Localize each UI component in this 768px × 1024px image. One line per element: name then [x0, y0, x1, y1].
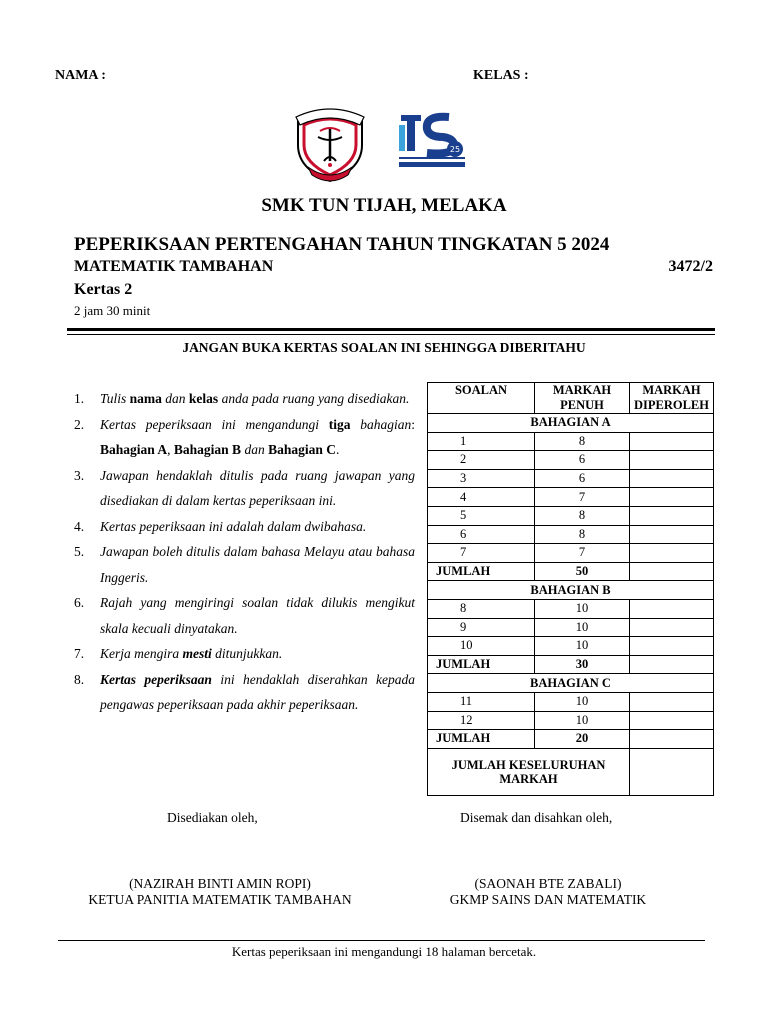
- instruction-fragment: Bahagian A: [100, 442, 168, 457]
- verified-by-name: (SAONAH BTE ZABALI): [474, 876, 622, 891]
- marks-obtained-cell: [629, 432, 713, 451]
- instruction-fragment: dan: [241, 442, 269, 457]
- marks-table-header-row: [428, 383, 714, 414]
- instruction-fragment: kelas: [188, 391, 219, 406]
- instruction-fragment: ini hendaklah diserahkan kepada pengawas peperiksaan pada akhir peperiksaan.: [100, 671, 415, 712]
- section-row: [428, 581, 714, 600]
- verified-by-label: Disemak dan disahkan oleh,: [460, 810, 613, 825]
- total-value: 30: [534, 655, 629, 674]
- nama-label: NAMA :: [55, 68, 106, 83]
- subject-code: 3472/2: [668, 258, 713, 275]
- grand-total-obtained-cell: [629, 748, 713, 795]
- table-row: [428, 599, 714, 618]
- instruction-number: 4.: [74, 518, 85, 534]
- school-crest-logo: [290, 103, 370, 183]
- marks-obtained-cell: [629, 618, 713, 637]
- table-row: [428, 525, 714, 544]
- instruction-text: [100, 667, 415, 718]
- marks-obtained-cell: [629, 692, 713, 711]
- column-header: SOALAN: [428, 383, 535, 414]
- ts25-programme-logo: [395, 105, 469, 177]
- full-marks: 6: [534, 469, 629, 488]
- question-number: 5: [428, 506, 535, 525]
- marks-obtained-cell: [629, 469, 713, 488]
- prepared-by-title: KETUA PANITIA MATEMATIK TAMBAHAN: [88, 892, 352, 907]
- instruction-fragment: Bahagian B: [173, 442, 242, 457]
- marks-obtained-cell: [629, 637, 713, 656]
- full-marks: 10: [534, 637, 629, 656]
- verified-by-block: [428, 876, 668, 908]
- instruction-fragment: Rajah yang mengiringi soalan tidak dilukis mengikut skala kecuali dinyatakan.: [100, 595, 415, 636]
- total-value: 20: [534, 730, 629, 749]
- total-label: JUMLAH: [428, 655, 535, 674]
- marks-obtained-cell: [629, 711, 713, 730]
- table-row: [428, 432, 714, 451]
- exam-duration: 2 jam 30 minit: [74, 303, 151, 318]
- instruction-fragment: dan: [161, 391, 189, 406]
- prepared-by-label: Disediakan oleh,: [167, 810, 258, 825]
- total-label: JUMLAH: [428, 562, 535, 581]
- question-number: 11: [428, 692, 535, 711]
- marks-obtained-cell: [629, 488, 713, 507]
- full-marks: 10: [534, 711, 629, 730]
- instruction-fragment: tiga: [328, 416, 351, 432]
- svg-text:25: 25: [449, 145, 461, 154]
- section-total-row: [428, 730, 714, 749]
- instruction-fragment: Kerja mengira: [100, 646, 183, 661]
- instruction-item: [74, 514, 415, 540]
- instruction-item: [74, 667, 415, 718]
- full-marks: 10: [534, 692, 629, 711]
- verified-by-title: GKMP SAINS DAN MATEMATIK: [449, 892, 647, 907]
- grand-total-row: [428, 748, 714, 795]
- instruction-item: [74, 641, 415, 667]
- total-obtained-cell: [629, 655, 713, 674]
- instruction-fragment: Kertas peperiksaan ini adalah dalam dwibahasa.: [100, 518, 367, 534]
- header-rule-thin: [67, 334, 715, 335]
- table-row: [428, 544, 714, 563]
- section-total-row: [428, 655, 714, 674]
- section-total-row: [428, 562, 714, 581]
- section-title: BAHAGIAN A: [428, 414, 714, 433]
- question-number: 10: [428, 637, 535, 656]
- footer-rule: [58, 940, 705, 941]
- column-header: MARKAH PENUH: [534, 383, 629, 414]
- instructions-list: [74, 386, 415, 718]
- subject-name: MATEMATIK TAMBAHAN: [74, 258, 274, 275]
- total-value: 50: [534, 562, 629, 581]
- full-marks: 8: [534, 506, 629, 525]
- question-number: 8: [428, 599, 535, 618]
- exam-title: PEPERIKSAAN PERTENGAHAN TAHUN TINGKATAN 5 2024: [74, 234, 610, 255]
- instruction-fragment: .: [335, 442, 340, 457]
- table-row: [428, 488, 714, 507]
- instruction-number: 2.: [74, 416, 85, 432]
- full-marks: 8: [534, 432, 629, 451]
- instruction-number: 3.: [74, 467, 85, 483]
- full-marks: 10: [534, 599, 629, 618]
- instruction-fragment: Kertas peperiksaan: [100, 671, 212, 687]
- instruction-text: [100, 412, 415, 463]
- section-title: BAHAGIAN B: [428, 581, 714, 600]
- marks-obtained-cell: [629, 544, 713, 563]
- section-row: [428, 674, 714, 693]
- section-title: BAHAGIAN C: [428, 674, 714, 693]
- instruction-fragment: Tulis: [100, 391, 130, 406]
- full-marks: 10: [534, 618, 629, 637]
- instruction-item: [74, 463, 415, 514]
- full-marks: 8: [534, 525, 629, 544]
- question-number: 2: [428, 451, 535, 470]
- question-number: 3: [428, 469, 535, 488]
- instruction-fragment: ditunjukkan.: [211, 646, 283, 661]
- full-marks: 7: [534, 544, 629, 563]
- instruction-fragment: Bahagian C: [268, 442, 336, 457]
- header-rule-thick: [67, 328, 715, 331]
- instruction-item: [74, 539, 415, 590]
- instruction-item: [74, 412, 415, 463]
- instruction-fragment: nama: [129, 391, 162, 406]
- instruction-fragment: ,: [167, 442, 174, 457]
- question-number: 12: [428, 711, 535, 730]
- kelas-label: KELAS :: [473, 68, 529, 83]
- instruction-text: [100, 641, 415, 667]
- instruction-fragment: Jawapan boleh ditulis dalam bahasa Melayu atau bahasa Inggeris.: [100, 544, 415, 585]
- question-number: 9: [428, 618, 535, 637]
- column-header: MARKAH DIPEROLEH: [629, 383, 713, 414]
- instruction-text: [100, 386, 415, 412]
- instruction-fragment: bahagian: [350, 416, 412, 432]
- table-row: [428, 506, 714, 525]
- section-row: [428, 414, 714, 433]
- table-row: [428, 451, 714, 470]
- instruction-number: 6.: [74, 595, 85, 610]
- marks-obtained-cell: [629, 506, 713, 525]
- instruction-item: [74, 386, 415, 412]
- instruction-number: 1.: [74, 391, 85, 406]
- grand-total-label: JUMLAH KESELURUHAN MARKAH: [428, 748, 630, 795]
- instruction-text: [100, 514, 415, 540]
- instruction-item: [74, 590, 415, 641]
- instruction-text: [100, 463, 415, 514]
- marks-obtained-cell: [629, 451, 713, 470]
- full-marks: 6: [534, 451, 629, 470]
- table-row: [428, 618, 714, 637]
- question-number: 7: [428, 544, 535, 563]
- full-marks: 7: [534, 488, 629, 507]
- instruction-text: [100, 539, 415, 590]
- instruction-fragment: mesti: [182, 646, 212, 661]
- paper-number: Kertas 2: [74, 281, 133, 298]
- page-count-note: Kertas peperiksaan ini mengandungi 18 halaman bercetak.: [231, 944, 537, 959]
- instruction-fragment: :: [411, 416, 415, 432]
- prepared-by-name: (NAZIRAH BINTI AMIN ROPI): [129, 876, 311, 891]
- total-obtained-cell: [629, 730, 713, 749]
- total-label: JUMLAH: [428, 730, 535, 749]
- school-name: SMK TUN TIJAH, MELAKA: [261, 195, 507, 216]
- instruction-number: 5.: [74, 544, 85, 559]
- table-row: [428, 637, 714, 656]
- table-row: [428, 692, 714, 711]
- instruction-number: 7.: [74, 646, 85, 661]
- instruction-text: [100, 590, 415, 641]
- question-number: 4: [428, 488, 535, 507]
- instruction-number: 8.: [74, 671, 85, 687]
- marks-obtained-cell: [629, 599, 713, 618]
- instruction-fragment: Kertas peperiksaan ini mengandungi: [100, 416, 329, 432]
- total-obtained-cell: [629, 562, 713, 581]
- do-not-open-warning: JANGAN BUKA KERTAS SOALAN INI SEHINGGA DIBERITAHU: [182, 340, 586, 355]
- instruction-fragment: Jawapan hendaklah ditulis pada ruang jawapan yang disediakan di dalam kertas peperiksaan ini.: [100, 467, 415, 508]
- question-number: 1: [428, 432, 535, 451]
- table-row: [428, 711, 714, 730]
- table-row: [428, 469, 714, 488]
- marks-table: [427, 382, 714, 796]
- marks-obtained-cell: [629, 525, 713, 544]
- prepared-by-block: [65, 876, 375, 908]
- instruction-fragment: anda pada ruang yang disediakan.: [218, 391, 410, 406]
- question-number: 6: [428, 525, 535, 544]
